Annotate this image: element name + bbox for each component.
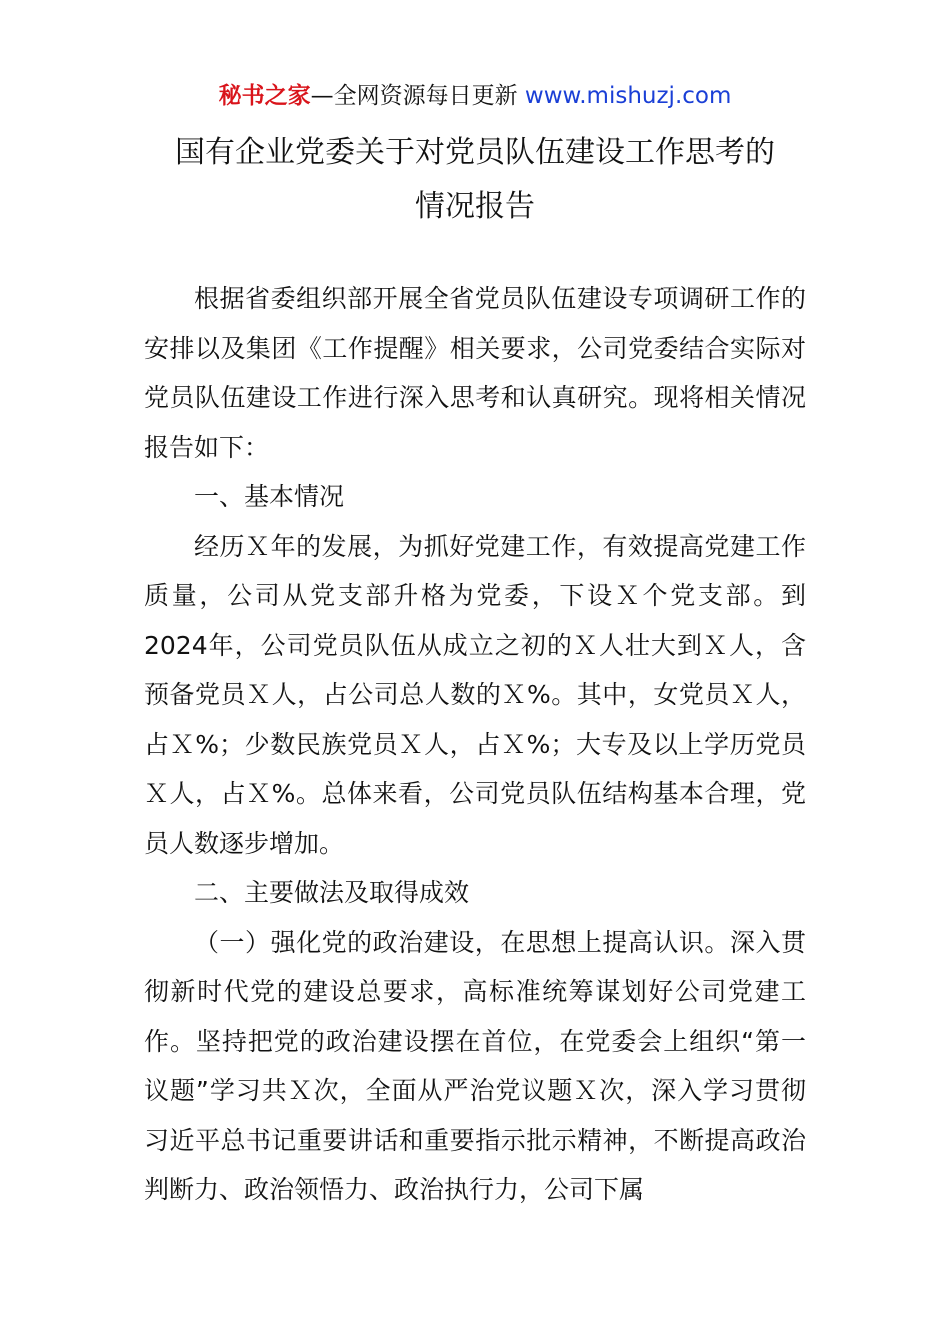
political-construction-paragraph: （一）强化党的政治建设，在思想上提高认识。深入贯彻新时代党的建设总要求，高标准统筹谋划好公司党建工作。坚持把党的政治建设摆在首位，在党委会上组织“第一议题”学习共Ｘ次，全面从严治党议题Ｘ次，深入学习贯彻习近平总书记重要讲话和重要指示批示精神，不断提高政治判断力、政治领悟力、政治执行力，公司下属: [144, 927, 806, 1204]
title-line-2: 情况报告: [415, 189, 535, 224]
title-line-1: 国有企业党委关于对党员队伍建设工作思考的: [175, 135, 775, 170]
basic-situation-paragraph: 经历Ｘ年的发展，为抓好党建工作，有效提高党建工作质量，公司从党支部升格为党委，下设Ｘ个党支部。到2024年，公司党员队伍从成立之初的Ｘ人壮大到Ｘ人，含预备党员Ｘ人，占公司总人数的Ｘ%。其中，女党员Ｘ人，占Ｘ%；少数民族党员Ｘ人，占Ｘ%；大专及以上学历党员Ｘ人，占Ｘ%。总体来看，公司党员队伍结构基本合理，党员人数逐步增加。: [144, 531, 806, 858]
section-heading-basic-situation: 一、基本情况: [194, 482, 345, 511]
site-header: [0, 80, 950, 112]
section-heading-main-practices: 二、主要做法及取得成效: [194, 878, 470, 907]
intro-paragraph: 根据省委组织部开展全省党员队伍建设专项调研工作的安排以及集团《工作提醒》相关要求，公司党委结合实际对党员队伍建设工作进行深入思考和认真研究。现将相关情况报告如下：: [144, 284, 806, 462]
header-tagline: —全网资源每日更新: [310, 83, 518, 109]
site-url-link[interactable]: www.mishuzj.com: [524, 83, 732, 109]
document-title: [100, 126, 850, 234]
brand-name: 秘书之家: [218, 83, 311, 109]
document-body: [144, 274, 806, 1215]
